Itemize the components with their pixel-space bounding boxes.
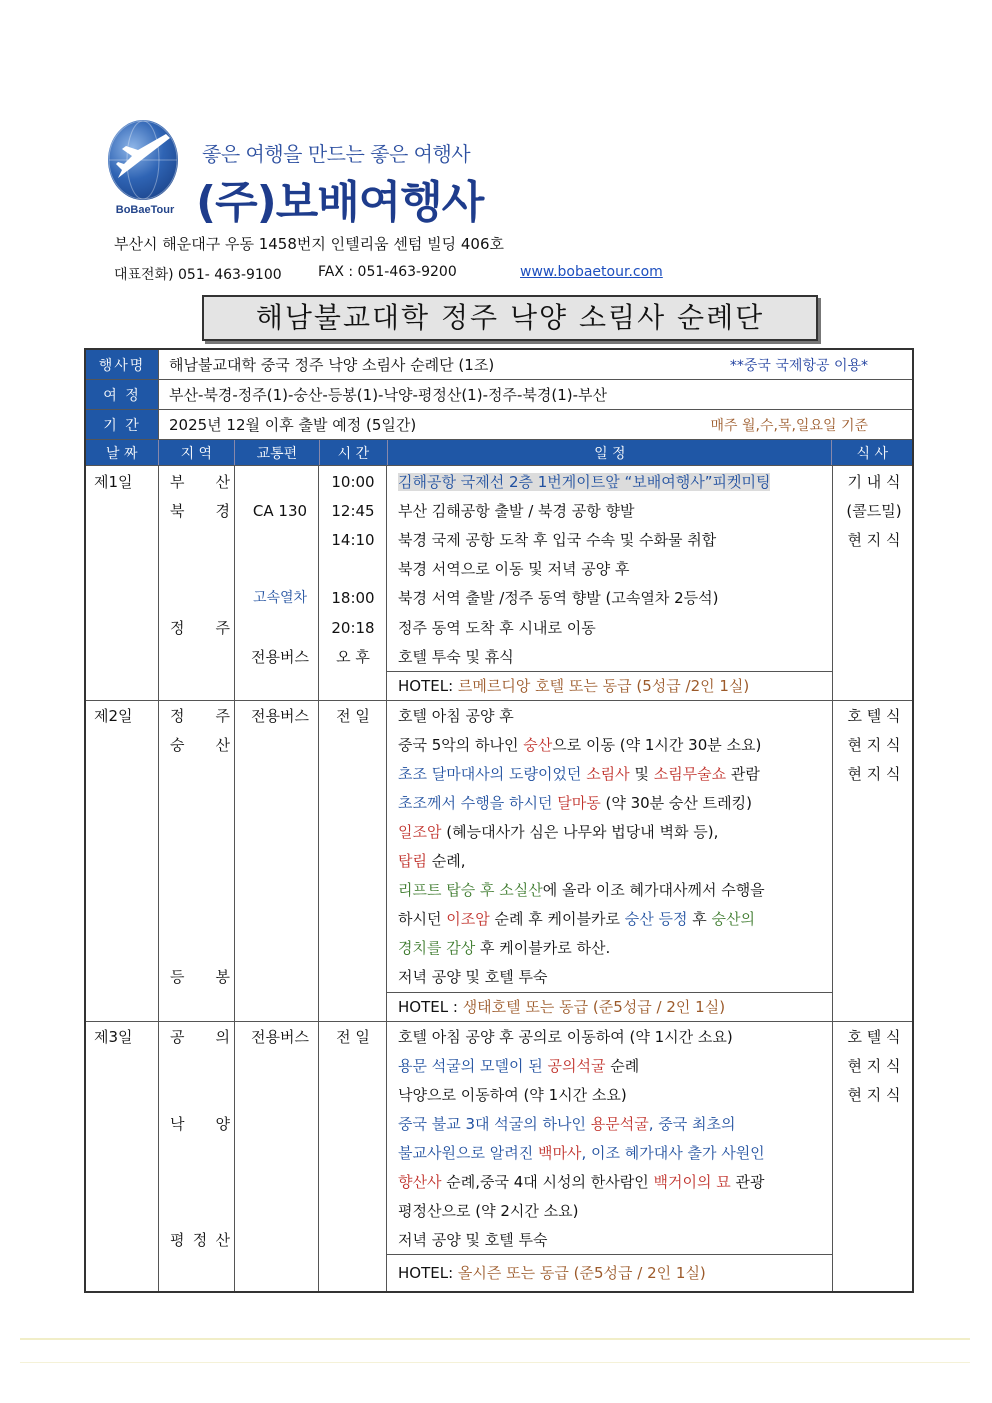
day2-hotel	[398, 993, 725, 1022]
text: 으로 이동 (약 1시간 30분 소요)	[552, 736, 762, 754]
day2-meal: 현 지 식	[847, 736, 901, 754]
day2-date: 제2일	[94, 707, 133, 725]
route-value: 부산-북경-정주(1)-숭산-등봉(1)-낙양-평정산(1)-정주-북경(1)-부산	[169, 386, 607, 404]
day1-time: 10:00	[331, 473, 375, 491]
day1-region-beijing: 북 경	[170, 502, 230, 520]
day1-date: 제1일	[94, 473, 133, 491]
text: 하시던	[398, 910, 447, 928]
place-name: 백거이의 묘	[653, 1173, 731, 1191]
hotel-name: 생태호텔 또는 동급 (준5성급 / 2인 1실)	[462, 998, 726, 1016]
divider	[20, 1362, 970, 1363]
day3-region: 평 정 산	[170, 1231, 230, 1249]
day2-line: 호텔 아침 공양 후	[398, 707, 514, 725]
text: 경치를 감상	[398, 939, 476, 957]
meeting-point-highlight: 김해공항 국제선 2층 1번게이트앞 “보배여행사”피켓미팅	[398, 473, 771, 491]
day1-meal: (콜드밀)	[846, 502, 902, 520]
place-name: 향산사	[398, 1173, 442, 1191]
day1-line: 정주 동역 도착 후 시내로 이동	[398, 619, 596, 637]
text: 케이블카	[547, 910, 606, 928]
day1-meal: 현 지 식	[847, 531, 901, 549]
day3-line: 호텔 아침 공양 후 공의로 이동하여 (약 1시간 소요)	[398, 1028, 733, 1046]
place-name: 숭산의	[711, 910, 755, 928]
day1-region-zhengzhou: 정 주	[170, 619, 230, 637]
airplane-icon	[108, 120, 178, 200]
logo-wordmark: BoBaeTour	[115, 204, 175, 216]
text: 관광	[730, 1173, 765, 1191]
place-name: 백마사	[537, 1144, 582, 1162]
day3-line: 낙양으로 이동하여 (약 1시간 소요)	[398, 1086, 627, 1104]
col-meal: 식 사	[856, 445, 888, 462]
text: , 이조 혜가대사 출가 사원인	[581, 1144, 765, 1162]
text: 순례 후	[489, 910, 548, 928]
company-address: 부산시 해운대구 우동 1458번지 인텔리움 센텀 빌딩 406호	[114, 235, 504, 253]
text: 중국 5악의 하나인	[398, 736, 524, 754]
event-label: 행사명	[86, 350, 159, 379]
day2-meal: 현 지 식	[847, 765, 901, 783]
place-name: 소림사	[586, 765, 630, 783]
hotel-label: HOTEL :	[398, 998, 463, 1016]
text: (혜능대사가 심은 나무와 법당내 벽화 등),	[441, 823, 719, 841]
text: 용문 석굴의 모델이 된	[398, 1057, 548, 1075]
day3-time: 전 일	[336, 1028, 370, 1046]
column-header-row	[86, 440, 912, 466]
day3-transport: 전용버스	[251, 1028, 309, 1046]
text: 순례,	[426, 852, 466, 870]
period-text: 2025년 12월 이후 출발 예정 (5일간)	[169, 416, 417, 434]
route-row	[86, 380, 912, 410]
company-name: (주)보배여행사	[196, 177, 484, 228]
col-region: 지 역	[159, 440, 236, 465]
day1-line	[398, 468, 770, 497]
event-row	[86, 350, 912, 380]
place-name: 소실산	[499, 881, 543, 899]
text: 초조 달마대사의 도량이었던	[398, 765, 587, 783]
hotel-label: HOTEL:	[398, 1264, 458, 1282]
company-slogan: 좋은 여행을 만드는 좋은 여행사	[202, 142, 471, 166]
day2-time: 전 일	[336, 707, 370, 725]
text: 초조께서 수행을 하시던	[398, 794, 558, 812]
day2-line	[398, 760, 760, 789]
text: 후	[687, 910, 712, 928]
day3-region: 공 의	[170, 1028, 230, 1046]
day1-line: 북경 서역으로 이동 및 저녁 공양 후	[398, 560, 630, 578]
day1-time: 14:10	[331, 531, 375, 549]
text: 및	[629, 765, 654, 783]
place-name: 공의석굴	[547, 1057, 606, 1075]
day1-train: 고속열차	[252, 590, 308, 606]
event-name: 해남불교대학 중국 정주 낙양 소림사 순례단 (1조)	[169, 356, 495, 374]
day2-line: 저녁 공양 및 호텔 투숙	[398, 968, 548, 986]
day3-line	[398, 1168, 765, 1197]
place-name: 탑림	[398, 852, 427, 870]
day1-time: 18:00	[331, 589, 375, 607]
day2-region: 등 봉	[170, 968, 230, 986]
day2-transport: 전용버스	[251, 707, 309, 725]
day2-region: 정 주	[170, 707, 230, 725]
text: 순례	[605, 1057, 640, 1075]
day1-time: 12:45	[331, 502, 375, 520]
day1-region-busan: 부 산	[170, 473, 230, 491]
day2-line	[398, 905, 755, 934]
hotel-name: 올시즌 또는 동급 (준5성급 / 2인 1실)	[457, 1264, 706, 1282]
day1-line: 호텔 투숙 및 휴식	[398, 648, 514, 666]
day3-hotel	[398, 1259, 706, 1288]
text: 관람	[726, 765, 760, 783]
divider	[20, 1338, 970, 1340]
day3-line: 저녁 공양 및 호텔 투숙	[398, 1231, 548, 1249]
day1-hotel	[398, 672, 749, 701]
place-name: 달마동	[557, 794, 601, 812]
hotel-label: HOTEL:	[398, 677, 458, 695]
day1-line: 부산 김해공항 출발 / 북경 공항 향발	[398, 502, 635, 520]
day1-time: 20:18	[331, 619, 375, 637]
period-value	[159, 410, 912, 439]
event-value	[159, 350, 912, 379]
place-name: 소림무술쇼	[653, 765, 727, 783]
day3-meal: 현 지 식	[847, 1086, 901, 1104]
period-label: 기 간	[86, 410, 159, 439]
divider	[832, 466, 833, 1291]
text: 순례,중국 4대 시성의 한사람인	[441, 1173, 654, 1191]
divider	[318, 466, 319, 1291]
col-transport: 교통편	[235, 440, 319, 465]
day2-meal: 호 텔 식	[847, 707, 901, 725]
day2-line	[398, 934, 610, 963]
company-logo	[100, 120, 186, 220]
text: 로 하산.	[557, 939, 611, 957]
text: 에 올라 이조 혜가대사께서 수행을	[542, 881, 765, 899]
day3-region: 낙 양	[170, 1115, 230, 1133]
website-link[interactable]: www.bobaetour.com	[520, 264, 663, 280]
day1-line: 북경 서역 출발 /정주 동역 향발 (고속열차 2등석)	[398, 589, 719, 607]
route-label: 여 정	[86, 380, 159, 409]
text: 케이블카	[499, 939, 558, 957]
col-schedule: 일 정	[388, 440, 832, 465]
schedule-grid	[86, 466, 912, 1291]
day3-line	[398, 1052, 639, 1081]
departure-days-note: 매주 월,수,목,일요일 기준	[710, 417, 868, 434]
day1-meal: 기 내 식	[847, 473, 901, 491]
place-name: 숭산 등정	[624, 910, 688, 928]
day2-line	[398, 789, 752, 818]
day2-line	[398, 731, 761, 760]
place-name: 일조암	[398, 823, 442, 841]
airline-note: **중국 국제항공 이용*	[729, 357, 868, 374]
day3-meal: 현 지 식	[847, 1057, 901, 1075]
place-name: 용문석굴	[590, 1115, 649, 1133]
col-time: 시 간	[320, 440, 389, 465]
phone-number: 대표전화) 051- 463-9100	[114, 267, 282, 283]
text: 중국 불교 3대 석굴의 하나인	[398, 1115, 591, 1133]
page-title: 해남불교대학 정주 낙양 소림사 순례단	[202, 295, 818, 341]
day3-date: 제3일	[94, 1028, 133, 1046]
day2-region: 숭 산	[170, 736, 230, 754]
hotel-name: 르메르디앙 호텔 또는 동급 (5성급 /2인 1실)	[457, 677, 750, 695]
period-row	[86, 410, 912, 440]
day1-line: 북경 국제 공항 도착 후 입국 수속 및 수화물 취합	[398, 531, 717, 549]
divider	[234, 466, 235, 1291]
col-date: 날 짜	[86, 440, 159, 465]
day3-line: 평정산으로 (약 2시간 소요)	[398, 1202, 579, 1220]
text: (약 30분 숭산 트레킹)	[600, 794, 752, 812]
day3-line	[398, 1139, 765, 1168]
itinerary-table	[84, 348, 914, 1293]
day3-line	[398, 1110, 736, 1139]
text: 로	[605, 910, 625, 928]
place-name: 숭산	[523, 736, 553, 754]
day2-line	[398, 818, 718, 847]
day1-flight: CA 130	[252, 502, 308, 520]
place-name: 이조암	[446, 910, 490, 928]
text: 불교사원으로 알려진	[398, 1144, 538, 1162]
text: 후	[475, 939, 500, 957]
day2-line	[398, 876, 765, 905]
day1-bus: 전용버스	[251, 648, 309, 666]
text: , 중국 최초의	[648, 1115, 736, 1133]
divider	[158, 466, 159, 1291]
day2-line	[398, 847, 466, 876]
fax-number: FAX : 051-463-9200	[318, 264, 457, 280]
day1-time: 오 후	[336, 648, 370, 666]
text: 리프트 탑승 후	[398, 881, 500, 899]
day3-meal: 호 텔 식	[847, 1028, 901, 1046]
divider	[386, 466, 387, 1291]
